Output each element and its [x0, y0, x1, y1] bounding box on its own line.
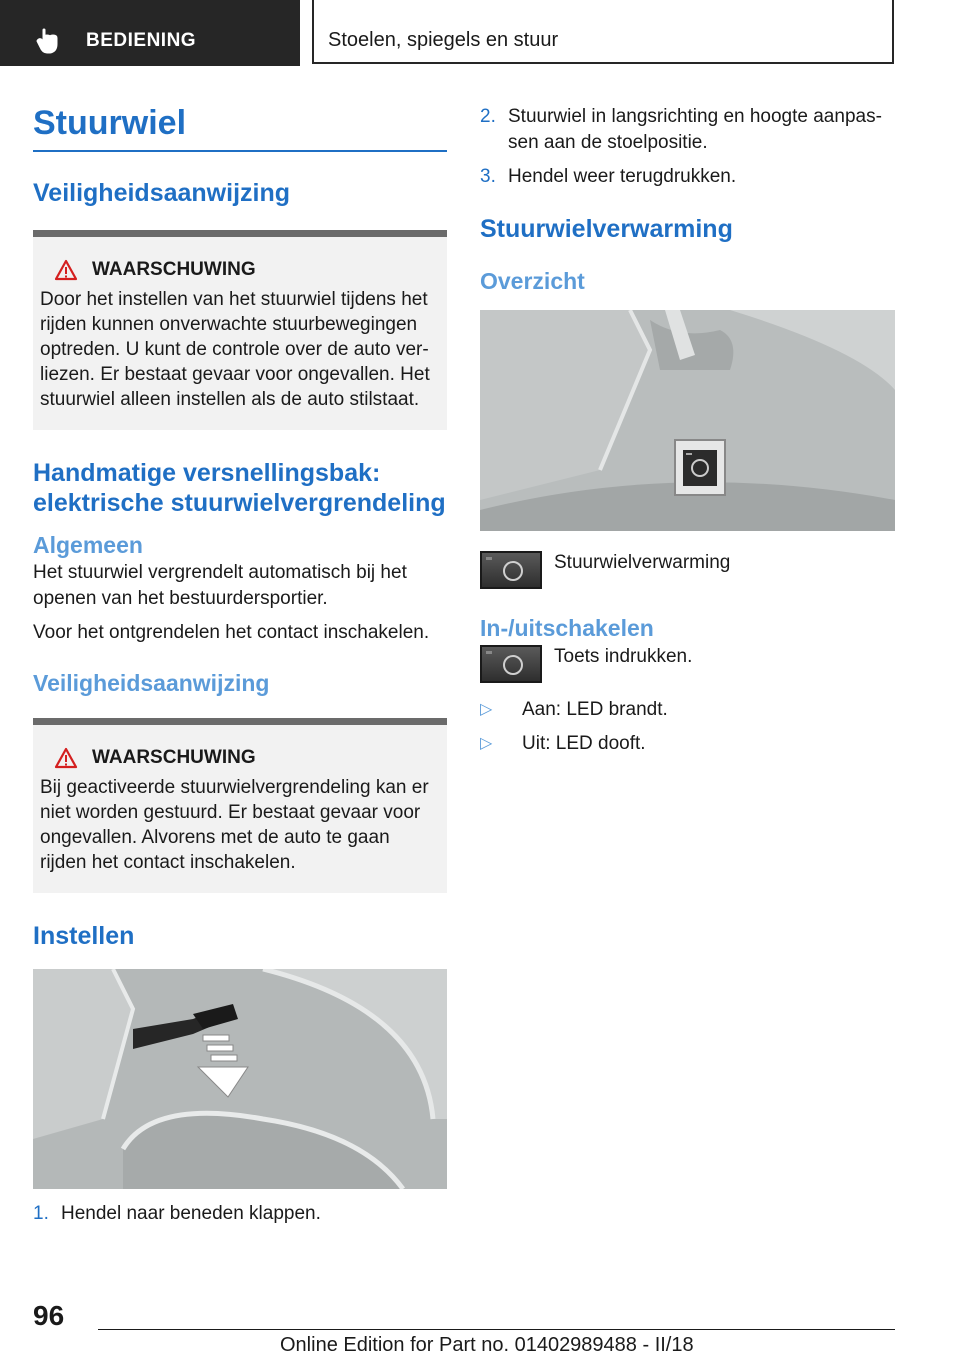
step-text: Stuurwiel in langsrichting en hoogte aanpassen aan de stoelpositie.: [508, 106, 882, 153]
steering-lever-illustration: [33, 969, 447, 1189]
switch-row: [480, 645, 895, 683]
step-text: Hendel naar beneden klappen.: [61, 1203, 321, 1224]
warning-label: WAARSCHUWING: [92, 747, 256, 768]
step-number: 3.: [480, 166, 496, 187]
right-column: [480, 100, 895, 757]
safety-heading-2: Veiligheidsaanwijzing: [33, 670, 270, 696]
switch-heading: In-/uitschakelen: [480, 615, 654, 641]
step-3: [480, 164, 895, 190]
bullet-text: Uit: LED dooft.: [522, 733, 646, 754]
warning-text: Door het instellen van het stuurwiel tijdens het rijden kunnen onverwachte stuurbewegingen optreden. U kunt de controle over de auto verliezen. Er bestaat gevaar voor ongevallen. Het stuurwiel alleen instellen als de auto stilstaat.: [40, 289, 430, 410]
pointing-hand-icon: [36, 28, 62, 54]
heating-button-illustration: [480, 310, 895, 531]
step-number: 2.: [480, 106, 496, 127]
left-column: [33, 100, 447, 1227]
button-caption-row: [480, 551, 895, 589]
page-title: Stuurwiel: [33, 100, 447, 152]
adjust-heading: Instellen: [33, 922, 135, 950]
step-1: [33, 1201, 447, 1227]
bullet-on: [480, 697, 895, 723]
warning-box-2: [33, 718, 447, 893]
step-number: 1.: [33, 1203, 49, 1224]
general-paragraph-2: Voor het ontgrendelen het contact inschakelen.: [33, 622, 430, 643]
heating-heading: Stuurwielverwarming: [480, 215, 733, 243]
step-text: Hendel weer terugdrukken.: [508, 166, 737, 187]
chapter-tab[interactable]: [312, 0, 894, 64]
warning-triangle-icon: [54, 747, 78, 769]
chapter-tab-label: Stoelen, spiegels en stuur: [328, 29, 559, 51]
overview-heading: Overzicht: [480, 268, 585, 294]
triangle-bullet-icon: ▷: [480, 701, 493, 718]
steering-heat-button-icon[interactable]: [480, 645, 542, 683]
manual-lock-heading: Handmatige versnellingsbak: elektrische stuurwielvergrendeling: [33, 459, 446, 517]
led-icon: [486, 557, 492, 560]
steering-wheel-icon: [503, 655, 523, 675]
footer-divider: [98, 1329, 895, 1330]
warning-header: [40, 259, 439, 281]
triangle-bullet-icon: ▷: [480, 735, 493, 752]
steering-wheel-icon: [503, 561, 523, 581]
warning-triangle-icon: [54, 259, 78, 281]
header-bar: [0, 0, 960, 66]
button-caption: Stuurwielverwarming: [554, 552, 731, 573]
steering-lever-image: [33, 969, 447, 1189]
general-heading: Algemeen: [33, 532, 143, 558]
page-number: 96: [33, 1300, 65, 1331]
heating-button-image: [480, 310, 895, 531]
warning-header: [40, 747, 439, 769]
warning-text: Bij geactiveerde stuurwielvergrendeling kan er niet worden gestuurd. Er bestaat gevaar voor ongevallen. Alvorens met de auto te gaan rijden het contact inschakelen.: [40, 777, 429, 873]
warning-label: WAARSCHUWING: [92, 259, 256, 280]
bullet-off: [480, 731, 895, 757]
warning-box-1: [33, 230, 447, 430]
safety-heading: Veiligheidsaanwijzing: [33, 179, 291, 207]
switch-text: Toets indrukken.: [554, 646, 693, 667]
led-icon: [486, 651, 492, 654]
bullet-text: Aan: LED brandt.: [522, 699, 668, 720]
step-2: [480, 104, 895, 156]
section-tab-label: BEDIENING: [86, 30, 197, 51]
steering-heat-button-icon[interactable]: [480, 551, 542, 589]
edition-text: Online Edition for Part no. 01402989488 - II/18: [280, 1334, 694, 1356]
section-tab[interactable]: [0, 0, 300, 66]
general-paragraph-1: Het stuurwiel vergrendelt automatisch bij het openen van het bestuurdersportier.: [33, 562, 407, 609]
